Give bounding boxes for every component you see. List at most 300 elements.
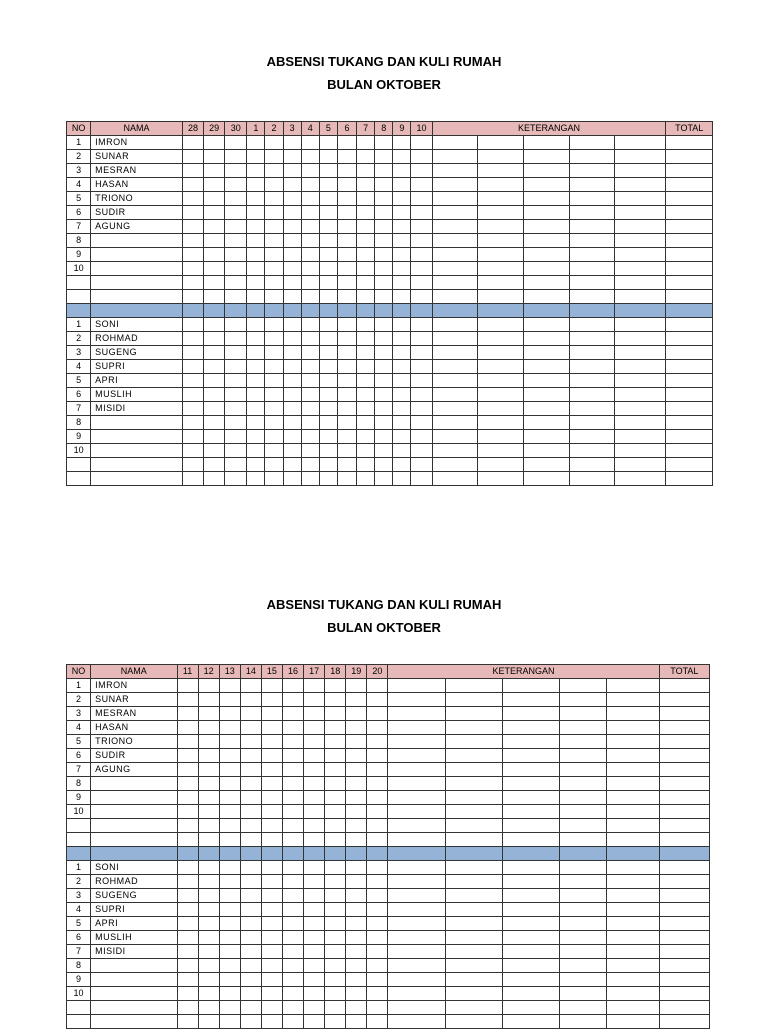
notes-cell xyxy=(388,721,445,735)
day-cell xyxy=(283,402,301,416)
day-cell xyxy=(337,444,356,458)
day-cell xyxy=(177,763,198,777)
total-cell xyxy=(666,374,713,388)
notes-cell xyxy=(607,819,659,833)
sep-cell xyxy=(219,847,240,861)
day-cell xyxy=(411,262,432,276)
day-cell xyxy=(204,234,225,248)
day-cell xyxy=(283,178,301,192)
day-cell xyxy=(261,763,282,777)
day-cell xyxy=(240,735,261,749)
day-cell xyxy=(198,945,219,959)
day-cell xyxy=(357,164,375,178)
notes-cell xyxy=(445,735,502,749)
notes-cell xyxy=(607,693,659,707)
notes-cell xyxy=(445,987,502,1001)
day-cell xyxy=(204,206,225,220)
day-cell xyxy=(346,917,367,931)
notes-cell xyxy=(445,917,502,931)
day-cell xyxy=(240,903,261,917)
day-cell xyxy=(240,917,261,931)
notes-cell xyxy=(524,192,569,206)
day-cell xyxy=(182,290,203,304)
day-cell xyxy=(357,346,375,360)
day-cell xyxy=(319,276,337,290)
row-no: 2 xyxy=(67,693,91,707)
table-row xyxy=(67,861,710,875)
notes-cell xyxy=(502,987,559,1001)
notes-cell xyxy=(388,987,445,1001)
day-cell xyxy=(261,819,282,833)
notes-cell xyxy=(388,889,445,903)
table-row xyxy=(67,318,713,332)
day-cell xyxy=(367,889,388,903)
total-cell xyxy=(659,903,709,917)
day-cell xyxy=(265,346,283,360)
total-cell xyxy=(666,332,713,346)
day-cell xyxy=(225,360,247,374)
row-no: 1 xyxy=(67,136,91,150)
notes-cell xyxy=(524,248,569,262)
day-cell xyxy=(411,248,432,262)
day-cell xyxy=(240,833,261,847)
row-name: ROHMAD xyxy=(91,332,183,346)
day-cell xyxy=(411,416,432,430)
day-cell xyxy=(283,276,301,290)
day-cell xyxy=(411,290,432,304)
day-cell xyxy=(283,472,301,486)
day-cell xyxy=(375,220,393,234)
total-cell xyxy=(659,931,709,945)
row-no: 4 xyxy=(67,360,91,374)
day-cell xyxy=(337,402,356,416)
day-cell xyxy=(204,416,225,430)
day-cell xyxy=(337,234,356,248)
day-cell xyxy=(367,721,388,735)
notes-cell xyxy=(607,791,659,805)
day-cell xyxy=(325,903,346,917)
day-cell xyxy=(265,458,283,472)
notes-cell xyxy=(388,791,445,805)
header-day: 2 xyxy=(265,122,283,136)
sep-cell xyxy=(357,304,375,318)
day-cell xyxy=(240,791,261,805)
notes-cell xyxy=(615,206,666,220)
day-cell xyxy=(346,679,367,693)
notes-cell xyxy=(615,318,666,332)
day-cell xyxy=(204,430,225,444)
day-cell xyxy=(319,458,337,472)
day-cell xyxy=(367,931,388,945)
row-name xyxy=(91,444,183,458)
day-cell xyxy=(357,178,375,192)
day-cell xyxy=(282,1001,303,1015)
notes-cell xyxy=(615,360,666,374)
notes-cell xyxy=(569,360,614,374)
day-cell xyxy=(304,945,325,959)
day-cell xyxy=(204,472,225,486)
notes-cell xyxy=(524,276,569,290)
row-name xyxy=(91,262,183,276)
sep-cell xyxy=(375,304,393,318)
notes-cell xyxy=(615,220,666,234)
day-cell xyxy=(204,220,225,234)
day-cell xyxy=(325,819,346,833)
day-cell xyxy=(325,679,346,693)
day-cell xyxy=(367,805,388,819)
day-cell xyxy=(357,332,375,346)
day-cell xyxy=(204,276,225,290)
day-cell xyxy=(375,164,393,178)
sep-cell xyxy=(91,847,177,861)
day-cell xyxy=(367,777,388,791)
day-cell xyxy=(261,1001,282,1015)
day-cell xyxy=(240,931,261,945)
row-no: 3 xyxy=(67,707,91,721)
day-cell xyxy=(247,332,265,346)
day-cell xyxy=(282,889,303,903)
day-cell xyxy=(367,679,388,693)
notes-cell xyxy=(560,931,607,945)
day-cell xyxy=(177,693,198,707)
header-no: NO xyxy=(67,665,91,679)
day-cell xyxy=(198,861,219,875)
day-cell xyxy=(177,791,198,805)
total-cell xyxy=(666,472,713,486)
notes-cell xyxy=(502,945,559,959)
day-cell xyxy=(283,332,301,346)
day-cell xyxy=(198,721,219,735)
table-row xyxy=(67,987,710,1001)
day-cell xyxy=(411,150,432,164)
day-cell xyxy=(337,472,356,486)
row-name: TRIONO xyxy=(91,192,183,206)
day-cell xyxy=(357,416,375,430)
day-cell xyxy=(225,220,247,234)
row-name: MESRAN xyxy=(91,707,177,721)
notes-cell xyxy=(569,262,614,276)
day-cell xyxy=(219,735,240,749)
table-row xyxy=(67,388,713,402)
row-no: 8 xyxy=(67,234,91,248)
day-cell xyxy=(411,360,432,374)
table-row xyxy=(67,903,710,917)
day-cell xyxy=(357,220,375,234)
sep-cell xyxy=(432,304,477,318)
day-cell xyxy=(319,416,337,430)
day-cell xyxy=(301,164,319,178)
day-cell xyxy=(304,679,325,693)
day-cell xyxy=(319,290,337,304)
sep-cell xyxy=(615,304,666,318)
day-cell xyxy=(319,374,337,388)
notes-cell xyxy=(445,889,502,903)
notes-cell xyxy=(560,805,607,819)
row-no: 7 xyxy=(67,220,91,234)
day-cell xyxy=(182,220,203,234)
sep-cell xyxy=(67,847,91,861)
day-cell xyxy=(198,707,219,721)
day-cell xyxy=(198,875,219,889)
row-name: SUGENG xyxy=(91,889,177,903)
day-cell xyxy=(265,332,283,346)
table-row xyxy=(67,220,713,234)
day-cell xyxy=(301,192,319,206)
day-cell xyxy=(177,917,198,931)
day-cell xyxy=(247,458,265,472)
day-cell xyxy=(247,136,265,150)
day-cell xyxy=(247,276,265,290)
day-cell xyxy=(301,444,319,458)
day-cell xyxy=(304,833,325,847)
day-cell xyxy=(219,819,240,833)
day-cell xyxy=(301,346,319,360)
day-cell xyxy=(261,945,282,959)
sheet-subtitle: BULAN OKTOBER xyxy=(327,620,441,635)
notes-cell xyxy=(524,234,569,248)
row-name: IMRON xyxy=(91,136,183,150)
day-cell xyxy=(225,234,247,248)
day-cell xyxy=(337,262,356,276)
day-cell xyxy=(219,861,240,875)
notes-cell xyxy=(445,721,502,735)
notes-cell xyxy=(560,707,607,721)
table-row xyxy=(67,959,710,973)
day-cell xyxy=(204,374,225,388)
row-no: 5 xyxy=(67,192,91,206)
table-row xyxy=(67,290,713,304)
day-cell xyxy=(198,693,219,707)
day-cell xyxy=(265,416,283,430)
day-cell xyxy=(357,472,375,486)
day-cell xyxy=(357,290,375,304)
day-cell xyxy=(283,458,301,472)
table-row xyxy=(67,248,713,262)
total-cell xyxy=(659,679,709,693)
day-cell xyxy=(346,931,367,945)
table-row xyxy=(67,931,710,945)
notes-cell xyxy=(615,234,666,248)
day-cell xyxy=(367,763,388,777)
table-row xyxy=(67,679,710,693)
day-cell xyxy=(337,206,356,220)
day-cell xyxy=(198,959,219,973)
day-cell xyxy=(301,360,319,374)
table-row xyxy=(67,833,710,847)
row-no: 5 xyxy=(67,735,91,749)
header-day: 5 xyxy=(319,122,337,136)
day-cell xyxy=(319,360,337,374)
notes-cell xyxy=(477,374,523,388)
day-cell xyxy=(375,318,393,332)
notes-cell xyxy=(569,388,614,402)
day-cell xyxy=(261,707,282,721)
notes-cell xyxy=(477,150,523,164)
total-cell xyxy=(659,861,709,875)
header-day: 1 xyxy=(247,122,265,136)
notes-cell xyxy=(524,150,569,164)
notes-cell xyxy=(432,318,477,332)
day-cell xyxy=(240,889,261,903)
day-cell xyxy=(198,819,219,833)
day-cell xyxy=(346,903,367,917)
notes-cell xyxy=(560,917,607,931)
day-cell xyxy=(283,388,301,402)
day-cell xyxy=(225,458,247,472)
sep-cell xyxy=(524,304,569,318)
day-cell xyxy=(247,318,265,332)
day-cell xyxy=(282,945,303,959)
total-cell xyxy=(659,763,709,777)
day-cell xyxy=(198,749,219,763)
total-cell xyxy=(659,889,709,903)
day-cell xyxy=(225,248,247,262)
day-cell xyxy=(282,721,303,735)
notes-cell xyxy=(388,833,445,847)
notes-cell xyxy=(615,388,666,402)
header-day: 14 xyxy=(240,665,261,679)
row-no: 8 xyxy=(67,777,91,791)
day-cell xyxy=(304,805,325,819)
notes-cell xyxy=(477,388,523,402)
day-cell xyxy=(325,861,346,875)
day-cell xyxy=(304,735,325,749)
notes-cell xyxy=(388,763,445,777)
total-cell xyxy=(666,290,713,304)
day-cell xyxy=(301,332,319,346)
notes-cell xyxy=(477,164,523,178)
total-cell xyxy=(659,721,709,735)
day-cell xyxy=(219,763,240,777)
notes-cell xyxy=(607,721,659,735)
day-cell xyxy=(367,693,388,707)
sep-cell xyxy=(477,304,523,318)
day-cell xyxy=(265,262,283,276)
notes-cell xyxy=(569,416,614,430)
row-name: MUSLIH xyxy=(91,931,177,945)
day-cell xyxy=(304,819,325,833)
day-cell xyxy=(225,472,247,486)
day-cell xyxy=(219,903,240,917)
row-name xyxy=(91,416,183,430)
row-no: 2 xyxy=(67,875,91,889)
header-day: 15 xyxy=(261,665,282,679)
notes-cell xyxy=(615,402,666,416)
notes-cell xyxy=(388,917,445,931)
day-cell xyxy=(319,444,337,458)
day-cell xyxy=(225,290,247,304)
notes-cell xyxy=(560,819,607,833)
day-cell xyxy=(337,290,356,304)
notes-cell xyxy=(502,889,559,903)
sep-cell xyxy=(659,847,709,861)
header-day: 12 xyxy=(198,665,219,679)
day-cell xyxy=(240,763,261,777)
notes-cell xyxy=(569,346,614,360)
day-cell xyxy=(204,136,225,150)
header-total: TOTAL xyxy=(666,122,713,136)
day-cell xyxy=(177,833,198,847)
day-cell xyxy=(367,749,388,763)
table-row xyxy=(67,749,710,763)
day-cell xyxy=(265,220,283,234)
notes-cell xyxy=(477,318,523,332)
day-cell xyxy=(411,164,432,178)
day-cell xyxy=(282,987,303,1001)
day-cell xyxy=(319,192,337,206)
day-cell xyxy=(301,248,319,262)
day-cell xyxy=(261,777,282,791)
day-cell xyxy=(325,917,346,931)
notes-cell xyxy=(607,945,659,959)
day-cell xyxy=(225,150,247,164)
day-cell xyxy=(247,416,265,430)
day-cell xyxy=(247,164,265,178)
row-name xyxy=(91,819,177,833)
total-cell xyxy=(666,178,713,192)
day-cell xyxy=(282,875,303,889)
day-cell xyxy=(204,360,225,374)
group-separator-row xyxy=(67,304,713,318)
day-cell xyxy=(319,178,337,192)
day-cell xyxy=(319,164,337,178)
day-cell xyxy=(177,749,198,763)
day-cell xyxy=(357,430,375,444)
notes-cell xyxy=(445,945,502,959)
day-cell xyxy=(265,290,283,304)
day-cell xyxy=(204,346,225,360)
table-row xyxy=(67,889,710,903)
notes-cell xyxy=(569,248,614,262)
day-cell xyxy=(282,707,303,721)
day-cell xyxy=(219,917,240,931)
notes-cell xyxy=(477,220,523,234)
day-cell xyxy=(182,346,203,360)
day-cell xyxy=(282,749,303,763)
row-name xyxy=(91,1001,177,1015)
table-row xyxy=(67,1001,710,1015)
sheet-subtitle: BULAN OKTOBER xyxy=(327,77,441,92)
notes-cell xyxy=(615,164,666,178)
sep-cell xyxy=(91,304,183,318)
day-cell xyxy=(393,248,411,262)
sep-cell xyxy=(261,847,282,861)
notes-cell xyxy=(445,861,502,875)
day-cell xyxy=(265,402,283,416)
notes-cell xyxy=(569,458,614,472)
day-cell xyxy=(304,931,325,945)
day-cell xyxy=(247,192,265,206)
day-cell xyxy=(177,987,198,1001)
day-cell xyxy=(346,749,367,763)
table-row xyxy=(67,791,710,805)
notes-cell xyxy=(502,931,559,945)
notes-cell xyxy=(477,332,523,346)
notes-cell xyxy=(388,1001,445,1015)
day-cell xyxy=(411,402,432,416)
header-day: 11 xyxy=(177,665,198,679)
day-cell xyxy=(283,444,301,458)
sep-cell xyxy=(225,304,247,318)
day-cell xyxy=(325,791,346,805)
day-cell xyxy=(282,679,303,693)
day-cell xyxy=(247,290,265,304)
day-cell xyxy=(304,777,325,791)
header-name: NAMA xyxy=(91,665,177,679)
day-cell xyxy=(204,150,225,164)
row-no: 1 xyxy=(67,861,91,875)
day-cell xyxy=(375,402,393,416)
